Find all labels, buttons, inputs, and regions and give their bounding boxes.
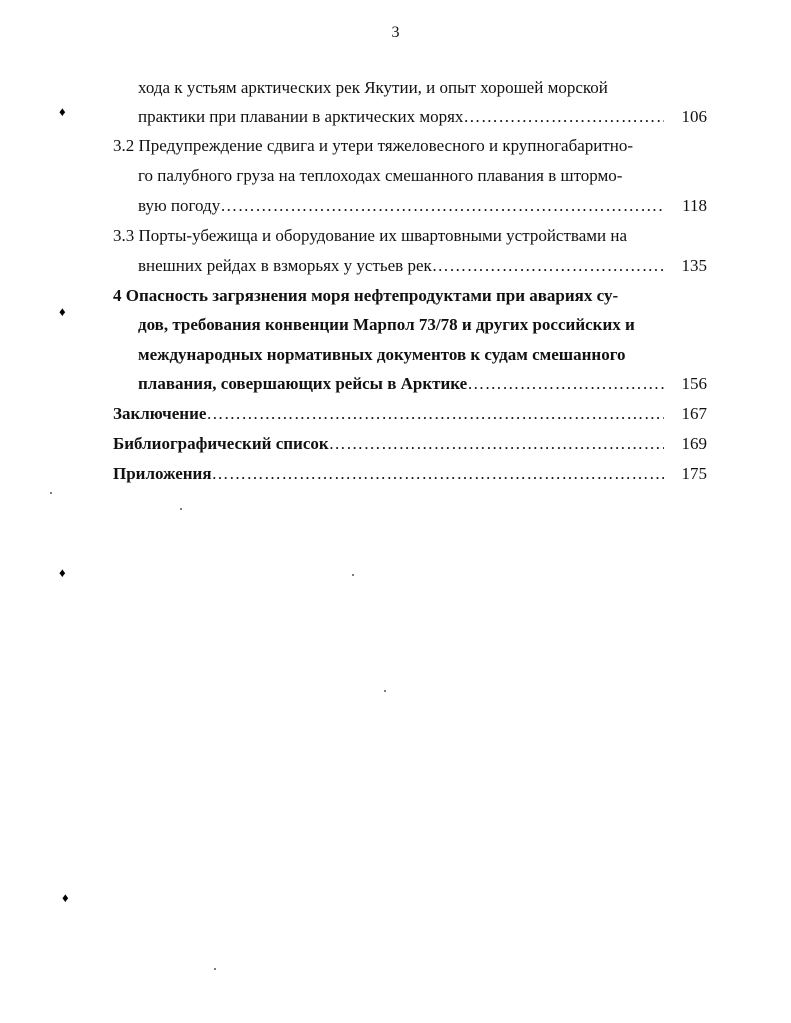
toc-entry-4-line-4 xyxy=(138,372,664,396)
toc-entry-bibliography-title: Библиографический список xyxy=(113,434,329,453)
dot-leader xyxy=(206,402,664,426)
toc-entry-4-text: плавания, совершающих рейсы в Арктике xyxy=(138,374,468,393)
toc-entry-1-page: 106 xyxy=(681,107,707,126)
toc-entry-3-2-text: вую погоду xyxy=(138,196,221,215)
toc-entry-3-2-page: 118 xyxy=(682,196,707,215)
toc-entry-appendices-page: 175 xyxy=(681,464,707,483)
page-number: 3 xyxy=(391,24,400,41)
toc-entry-3-3-page: 135 xyxy=(681,256,707,275)
toc-entry-conclusion xyxy=(113,402,664,426)
toc-entry-appendices xyxy=(113,462,664,486)
toc-entry-bibliography xyxy=(113,432,664,456)
toc-entry-4-line-2: дов, требования конвенции Марпол 73/78 и других российских и xyxy=(138,315,635,334)
ink-blot-icon: ♦ xyxy=(59,104,66,119)
ink-blot-icon: ♦ xyxy=(59,304,66,319)
toc-entry-appendices-title: Приложения xyxy=(113,464,212,483)
toc-entry-3-3-line-1: 3.3 Порты-убежища и оборудование их швартовными устройствами на xyxy=(113,226,628,245)
toc-entry-1-line-2 xyxy=(138,105,664,129)
toc-entry-bibliography-page: 169 xyxy=(681,434,707,453)
ink-blot-icon: ♦ xyxy=(59,565,66,580)
scan-speck xyxy=(214,968,216,970)
dot-leader xyxy=(220,194,664,218)
toc-entry-3-2-line-1: 3.2 Предупреждение сдвига и утери тяжеловесного и крупногабаритно- xyxy=(113,136,634,155)
toc-entry-4-line-3: международных нормативных документов к судам смешанного xyxy=(138,345,626,364)
dot-leader xyxy=(432,254,664,278)
dot-leader xyxy=(467,372,664,396)
scan-speck xyxy=(384,690,386,692)
toc-entry-3-3-text: внешних рейдах в взморьях у устьев рек xyxy=(138,256,432,275)
toc-entry-4-page: 156 xyxy=(681,374,707,393)
toc-entry-conclusion-title: Заключение xyxy=(113,404,207,423)
toc-entry-conclusion-page: 167 xyxy=(681,404,707,423)
toc-entry-1-text: практики при плавании в арктических морях xyxy=(138,107,464,126)
dot-leader xyxy=(212,462,664,486)
toc-entry-3-2-line-2: го палубного груза на теплоходах смешанного плавания в штормо- xyxy=(138,166,623,185)
toc-entry-3-3-line-2 xyxy=(138,254,664,278)
toc-entry-4-line-1: 4 Опасность загрязнения моря нефтепродуктами при авариях су- xyxy=(113,286,619,305)
dot-leader xyxy=(463,105,664,129)
scan-speck xyxy=(352,574,354,576)
ink-blot-icon: ♦ xyxy=(62,890,69,905)
scan-speck xyxy=(50,492,52,494)
scan-speck xyxy=(180,508,182,510)
toc-entry-3-2-line-3 xyxy=(138,194,664,218)
dot-leader xyxy=(329,432,664,456)
toc-entry-1-line-1: хода к устьям арктических рек Якутии, и опыт хорошей морской xyxy=(138,78,608,97)
